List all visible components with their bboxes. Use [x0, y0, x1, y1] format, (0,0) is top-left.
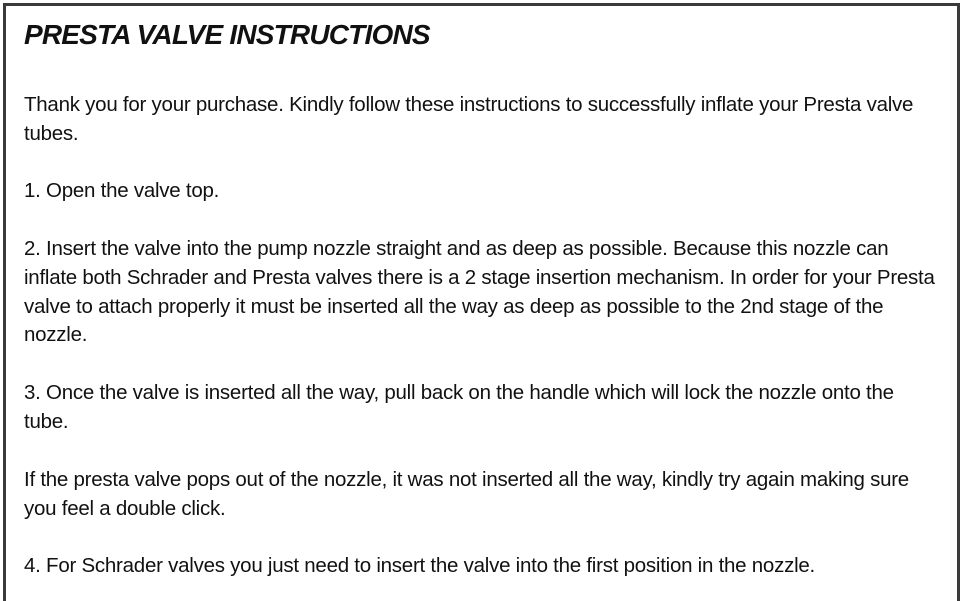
document-title: PRESTA VALVE INSTRUCTIONS — [24, 19, 430, 50]
step-4-paragraph: 4. For Schrader valves you just need to insert the valve into the first position in the nozzle. — [24, 554, 815, 577]
step-3-paragraph: 3. Once the valve is inserted all the way, pull back on the handle which will lock the nozzle onto the tube. — [24, 381, 894, 433]
instructions-content — [24, 18, 944, 577]
note-paragraph: If the presta valve pops out of the nozzle, it was not inserted all the way, kindly try again making sure you feel a double click. — [24, 468, 909, 520]
step-1-paragraph: 1. Open the valve top. — [24, 179, 220, 202]
step-2-paragraph: 2. Insert the valve into the pump nozzle straight and as deep as possible. Because this nozzle can inflate both Schrader and Presta valves there is a 2 stage insertion mechanism. In order for your Presta valve to attach properly it must be inserted all the way as deep as possible to the 2nd stage of the nozzle. — [24, 237, 935, 347]
intro-paragraph: Thank you for your purchase. Kindly follow these instructions to successfully inflate your Presta valve tubes. — [24, 93, 914, 145]
